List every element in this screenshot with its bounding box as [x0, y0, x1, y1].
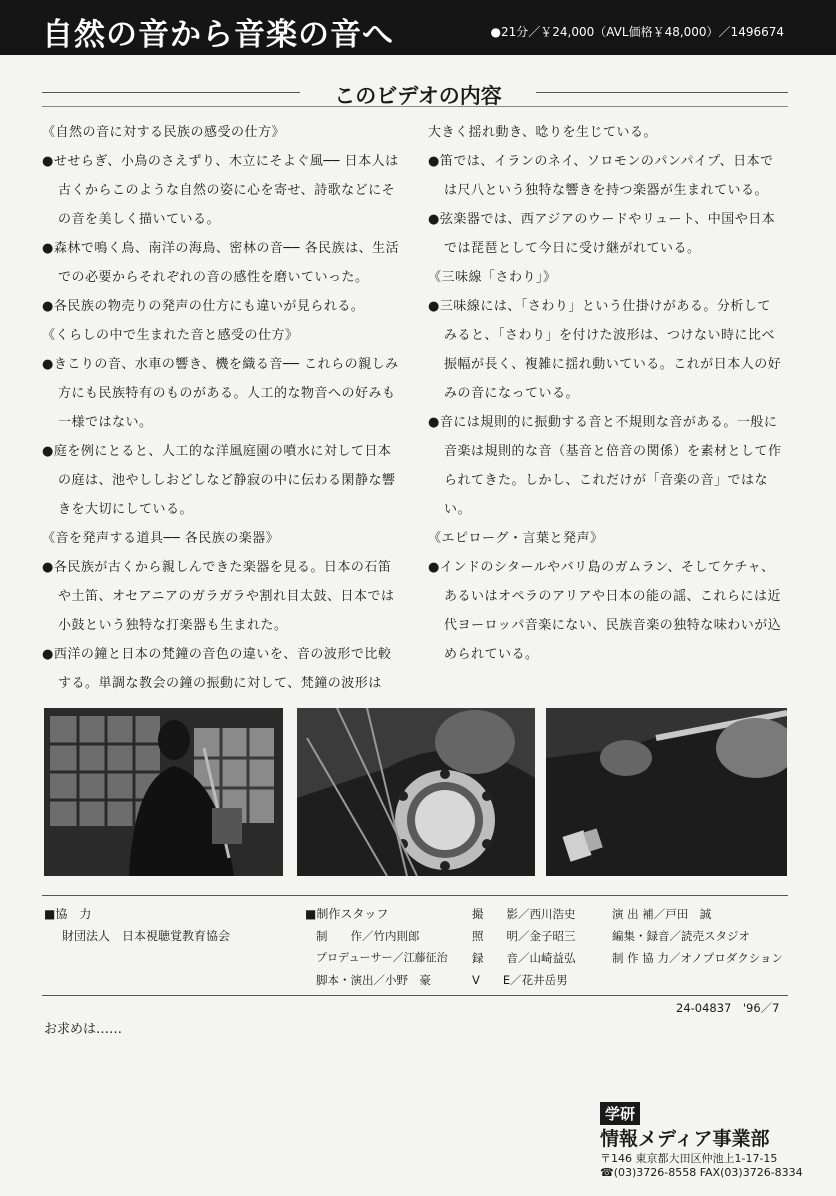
- staff-credit: プロデューサー／江藤征治: [316, 951, 448, 964]
- photo-shamisen-player: [44, 708, 283, 876]
- paragraph: ●森林で鳴く鳥、南洋の海鳥、密林の音── 各民族は、生活での必要からそれぞれの音の感性を磨いていった。: [42, 241, 400, 285]
- catalog-code: 24-04837 '96／7: [676, 1001, 780, 1015]
- section-heading: 《くらしの中で生まれた音と感受の仕方》: [42, 328, 299, 343]
- section-rule-bottom: [42, 106, 788, 107]
- staff-col-3: [612, 903, 783, 969]
- paragraph: ●笛では、イランのネイ、ソロモンのパンパイプ、日本では尺八という独特な響きを持つ楽器が生まれている。: [428, 154, 774, 198]
- section-heading: 《エピローグ・言葉と発声》: [428, 531, 604, 546]
- content-left-column: [42, 118, 402, 698]
- cooperation-label: ■協 力: [44, 907, 92, 921]
- paragraph: ●各民族が古くから親しんできた楽器を見る。日本の石笛や土笛、オセアニアのガラガラや割れ目太鼓、日本では小鼓という独特な打楽器も生まれた。: [42, 560, 395, 633]
- gakken-logo: 学研: [600, 1102, 640, 1125]
- cooperation-org: 財団法人 日本視聴覚教育協会: [62, 929, 231, 943]
- product-meta: ●21分／￥24,000（AVL価格￥48,000）／1496674: [490, 25, 784, 39]
- inquiry-text: お求めは……: [44, 1022, 123, 1037]
- paragraph: 大きく揺れ動き、唸りを生じている。: [428, 125, 657, 140]
- paragraph: ●きこりの音、水車の響き、機を織る音── これらの親しみ方にも民族特有のものがある。人工的な物音への好みも一様ではない。: [42, 357, 399, 430]
- staff-credit: 撮 影／西川浩史: [472, 907, 576, 921]
- section-heading: 《音を発声する道具── 各民族の楽器》: [42, 531, 280, 546]
- staff-credit: 制 作 協 力／オノプロダクション: [612, 951, 784, 965]
- paragraph: ●せせらぎ、小鳥のさえずり、木立にそよぐ風── 日本人は古くからこのような自然の姿に心を寄せ、詩歌などにその音を美しく描いている。: [42, 154, 399, 227]
- staff-credit: 編集・録音／読売スタジオ: [612, 929, 750, 943]
- section-heading: 《三味線「さわり」》: [428, 270, 557, 285]
- photo-drum-closeup: [297, 708, 535, 876]
- credits-rule-top: [42, 895, 788, 896]
- paragraph: ●西洋の鐘と日本の梵鐘の音色の違いを、音の波形で比較する。単調な教会の鐘の振動に対して、梵鐘の波形は: [42, 647, 392, 691]
- content-right-column: [428, 118, 784, 669]
- publisher-phone: ☎(03)3726-8558 FAX(03)3726-8334: [600, 1166, 803, 1179]
- paragraph: ●各民族の物売りの発声の仕方にも違いが見られる。: [42, 299, 365, 314]
- staff-col-1: [316, 925, 448, 991]
- photo-shamisen-hands: [546, 708, 787, 876]
- staff-col-2: [472, 903, 576, 991]
- staff-credit: 脚本・演出／小野 豪: [316, 973, 431, 987]
- paragraph: ●三味線には、「さわり」という仕掛けがある。分析してみると、「さわり」を付けた波形は、つけない時に比べ振幅が長く、複雑に揺れ動いている。これが日本人の好みの音になっている。: [428, 299, 782, 401]
- section-title: このビデオの内容: [300, 80, 536, 110]
- paragraph: ●インドのシタールやバリ島のガムラン、そしてケチャ、あるいはオペラのアリアや日本の能の謡、これらには近代ヨーロッパ音楽にない、民族音楽の独特な味わいが込められている。: [428, 560, 782, 662]
- staff-credit: 照 明／金子昭三: [472, 929, 576, 943]
- publisher-department: 情報メディア事業部: [600, 1128, 770, 1150]
- staff-credit: V E／花井岳男: [472, 973, 568, 987]
- staff-credit: 制 作／竹内則郎: [316, 929, 420, 943]
- credits-rule-bottom: [42, 995, 788, 996]
- staff-credit: 演 出 補／戸田 誠: [612, 907, 712, 921]
- paragraph: ●音には規則的に振動する音と不規則な音がある。一般に音楽は規則的な音（基音と倍音の関係）を素材として作られてきた。しかし、これだけが「音楽の音」ではない。: [428, 415, 782, 517]
- header-bar: [0, 0, 836, 55]
- staff-label: ■制作スタッフ: [305, 907, 389, 921]
- staff-credit: 録 音／山崎益弘: [472, 951, 576, 965]
- publisher-address: 〒146 東京都大田区仲池上1-17-15: [600, 1152, 778, 1165]
- paragraph: ●庭を例にとると、人工的な洋風庭園の噴水に対して日本の庭は、池やししおどしなど静寂の中に伝わる閑静な響きを大切にしている。: [42, 444, 396, 517]
- paragraph: ●弦楽器では、西アジアのウードやリュート、中国や日本では琵琶として今日に受け継がれている。: [428, 212, 776, 256]
- section-heading: 《自然の音に対する民族の感受の仕方》: [42, 125, 286, 140]
- page-title: 自然の音から音楽の音へ: [42, 17, 394, 53]
